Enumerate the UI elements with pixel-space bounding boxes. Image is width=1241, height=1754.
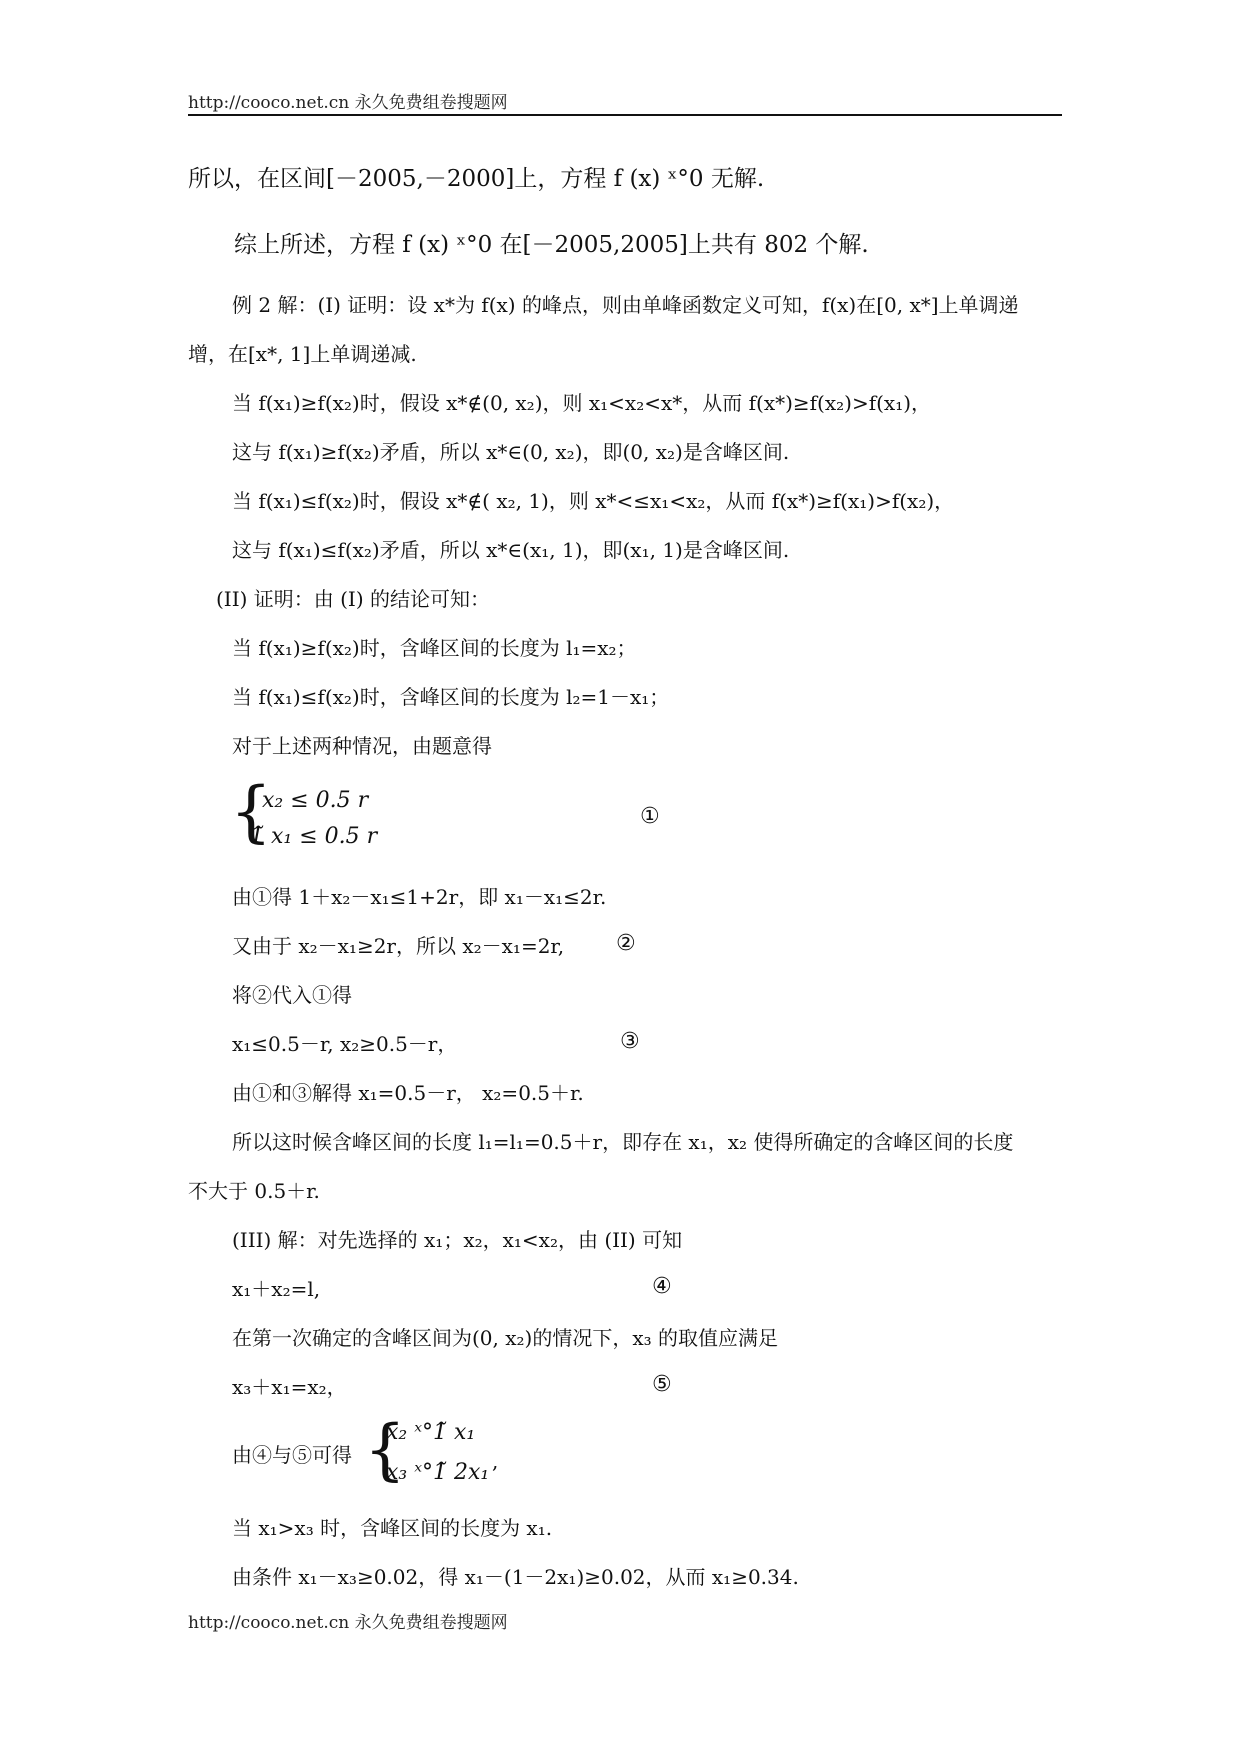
system2-tail: , — [492, 1449, 499, 1473]
header-rule — [188, 114, 1062, 116]
left-brace-2: { — [364, 1411, 406, 1488]
line-15: 将②代入①得 — [232, 983, 352, 1007]
line-4: 增，在[x*, 1]上单调递减. — [188, 342, 417, 366]
line-2: 综上所述，方程 f (x) ˣ°0 在[－2005,2005]上共有 802 个解. — [234, 232, 869, 258]
equation-mark-2: ② — [616, 931, 636, 956]
line-1: 所以，在区间[－2005,－2000]上，方程 f (x) ˣ°0 无解. — [188, 166, 765, 192]
system2-row2: x₃ ˣ°1̃ 2x₁ — [386, 1460, 490, 1485]
equation-mark-1: ① — [640, 804, 660, 829]
line-22: 在第一次确定的含峰区间为(0, x₂)的情况下，x₃ 的取值应满足 — [232, 1326, 778, 1350]
equation-mark-4: ④ — [652, 1274, 672, 1299]
line-7: 当 f(x₁)≤f(x₂)时，假设 x*∉( x₂, 1)，则 x*<≤x₁<x₂，从而 f(x*)≥f(x₁)>f(x₂)， — [232, 489, 955, 513]
line-10: 当 f(x₁)≥f(x₂)时，含峰区间的长度为 l₁=x₂； — [232, 636, 637, 660]
line-19: 不大于 0.5＋r. — [188, 1179, 320, 1203]
page-footer: http://cooco.net.cn 永久免费组卷搜题网 — [188, 1613, 508, 1633]
line-24: 由④与⑤可得 — [232, 1443, 352, 1467]
line-21: x₁＋x₂=l, — [232, 1277, 321, 1301]
line-16: x₁≤0.5－r, x₂≥0.5－r， — [232, 1032, 458, 1056]
line-12: 对于上述两种情况，由题意得 — [232, 734, 492, 758]
system1-row2: 1̃ x₁ ≤ 0.5 r — [250, 824, 378, 849]
line-18: 所以这时候含峰区间的长度 l₁=l₁=0.5＋r，即存在 x₁，x₂ 使得所确定的含峰区间的长度 — [232, 1130, 1014, 1154]
system1-row1: x₂ ≤ 0.5 r — [262, 788, 369, 813]
equation-mark-5: ⑤ — [652, 1372, 672, 1397]
line-25: 当 x₁>x₃ 时，含峰区间的长度为 x₁. — [232, 1516, 553, 1540]
line-3: 例 2 解：(I) 证明：设 x*为 f(x) 的峰点，则由单峰函数定义可知，f(x)在[0, x*]上单调递 — [232, 293, 1019, 317]
line-26: 由条件 x₁－x₃≥0.02，得 x₁－(1－2x₁)≥0.02，从而 x₁≥0.34. — [232, 1565, 799, 1589]
line-5: 当 f(x₁)≥f(x₂)时，假设 x*∉(0, x₂)，则 x₁<x₂<x*，从而 f(x*)≥f(x₂)>f(x₁)， — [232, 391, 932, 415]
equation-mark-3: ③ — [620, 1029, 640, 1054]
page-header: http://cooco.net.cn 永久免费组卷搜题网 — [188, 93, 508, 113]
line-14: 又由于 x₂－x₁≥2r，所以 x₂－x₁=2r, — [232, 934, 565, 958]
line-17: 由①和③解得 x₁=0.5－r， x₂=0.5＋r. — [232, 1081, 584, 1105]
line-13: 由①得 1＋x₂－x₁≤1+2r，即 x₁－x₁≤2r. — [232, 885, 607, 909]
line-9: (II) 证明：由 (I) 的结论可知： — [216, 587, 490, 611]
left-brace-1: { — [230, 773, 272, 850]
line-8: 这与 f(x₁)≤f(x₂)矛盾，所以 x*∈(x₁, 1)，即(x₁, 1)是含峰区间. — [232, 538, 790, 562]
line-6: 这与 f(x₁)≥f(x₂)矛盾，所以 x*∈(0, x₂)，即(0, x₂)是含峰区间. — [232, 440, 790, 464]
line-23: x₃＋x₁=x₂， — [232, 1375, 347, 1399]
line-20: (III) 解：对先选择的 x₁；x₂，x₁<x₂，由 (II) 可知 — [232, 1228, 683, 1252]
system2-row1: x₂ ˣ°1̃ x₁ — [386, 1420, 476, 1445]
line-11: 当 f(x₁)≤f(x₂)时，含峰区间的长度为 l₂=1－x₁； — [232, 685, 670, 709]
